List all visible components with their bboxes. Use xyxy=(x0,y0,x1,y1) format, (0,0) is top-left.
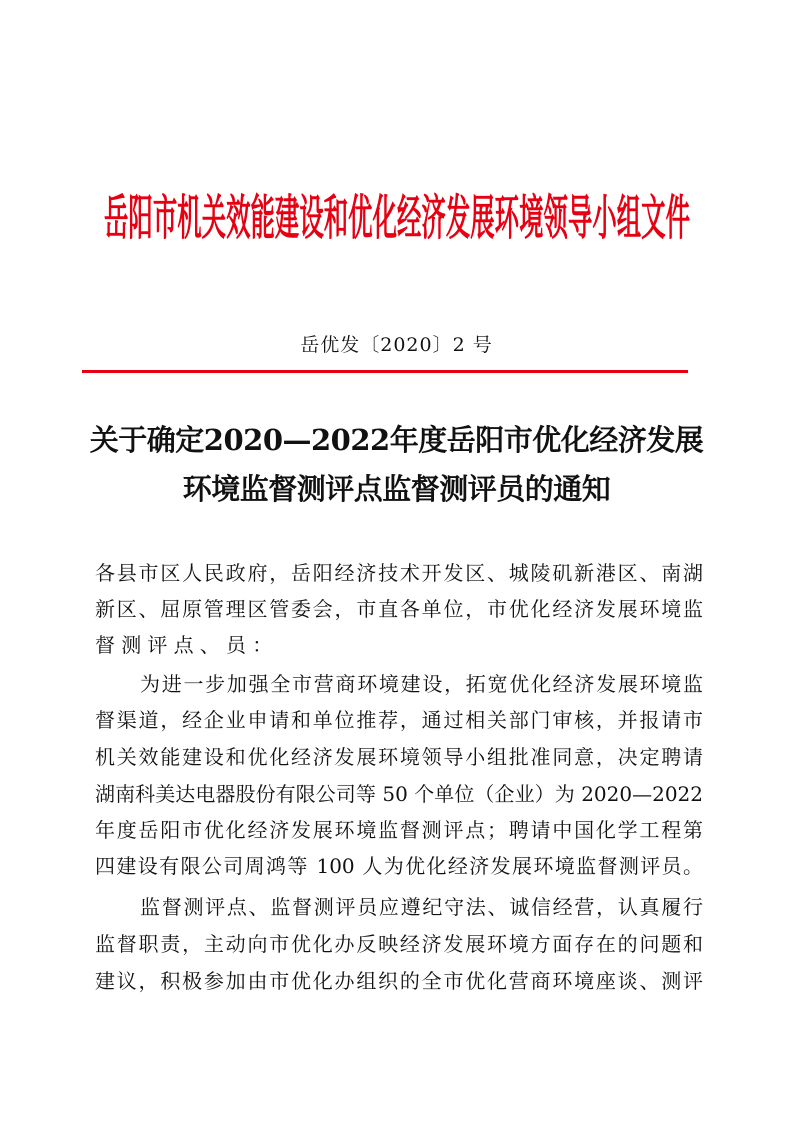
document-header xyxy=(104,186,690,246)
body-line: 机关效能建设和优化经济发展环境领导小组批准同意，决定聘请 xyxy=(95,745,703,769)
body-line: 督测评点、员： xyxy=(95,633,279,657)
body-line: 各县市区人民政府，岳阳经济技术开发区、城陵矶新港区、南湖 xyxy=(95,561,703,585)
body-line: 新区、屈原管理区管委会，市直各单位，市优化经济发展环境监 xyxy=(95,597,703,621)
body-line: 为进一步加强全市营商环境建设，拓宽优化经济发展环境监 xyxy=(140,672,703,696)
red-divider xyxy=(82,370,688,373)
document-number: 岳优发〔2020〕2 号 xyxy=(300,334,493,356)
body-line: 四建设有限公司周鸿等 100 人为优化经济发展环境监督测评员。 xyxy=(95,854,703,878)
notice-title-line-2: 环境监督测评点监督测评员的通知 xyxy=(182,472,611,506)
body-line: 督渠道，经企业申请和单位推荐，通过相关部门审核，并报请市 xyxy=(95,708,703,732)
body-line: 建议，积极参加由市优化办组织的全市优化营商环境座谈、测评 xyxy=(95,969,703,993)
body-line: 年度岳阳市优化经济发展环境监督测评点；聘请中国化学工程第 xyxy=(95,818,703,842)
body-line: 监督测评点、监督测评员应遵纪守法、诚信经营，认真履行 xyxy=(140,895,703,919)
header-title: 岳阳市机关效能建设和优化经济发展环境领导小组文件 xyxy=(104,190,690,246)
body-line: 监督职责，主动向市优化办反映经济发展环境方面存在的问题和 xyxy=(95,932,703,956)
body-line: 湖南科美达电器股份有限公司等 50 个单位（企业）为 2020—2022 xyxy=(95,782,703,806)
notice-title-line-1: 关于确定2020—2022年度岳阳市优化经济发展 xyxy=(89,423,704,457)
header-svg xyxy=(104,186,690,246)
